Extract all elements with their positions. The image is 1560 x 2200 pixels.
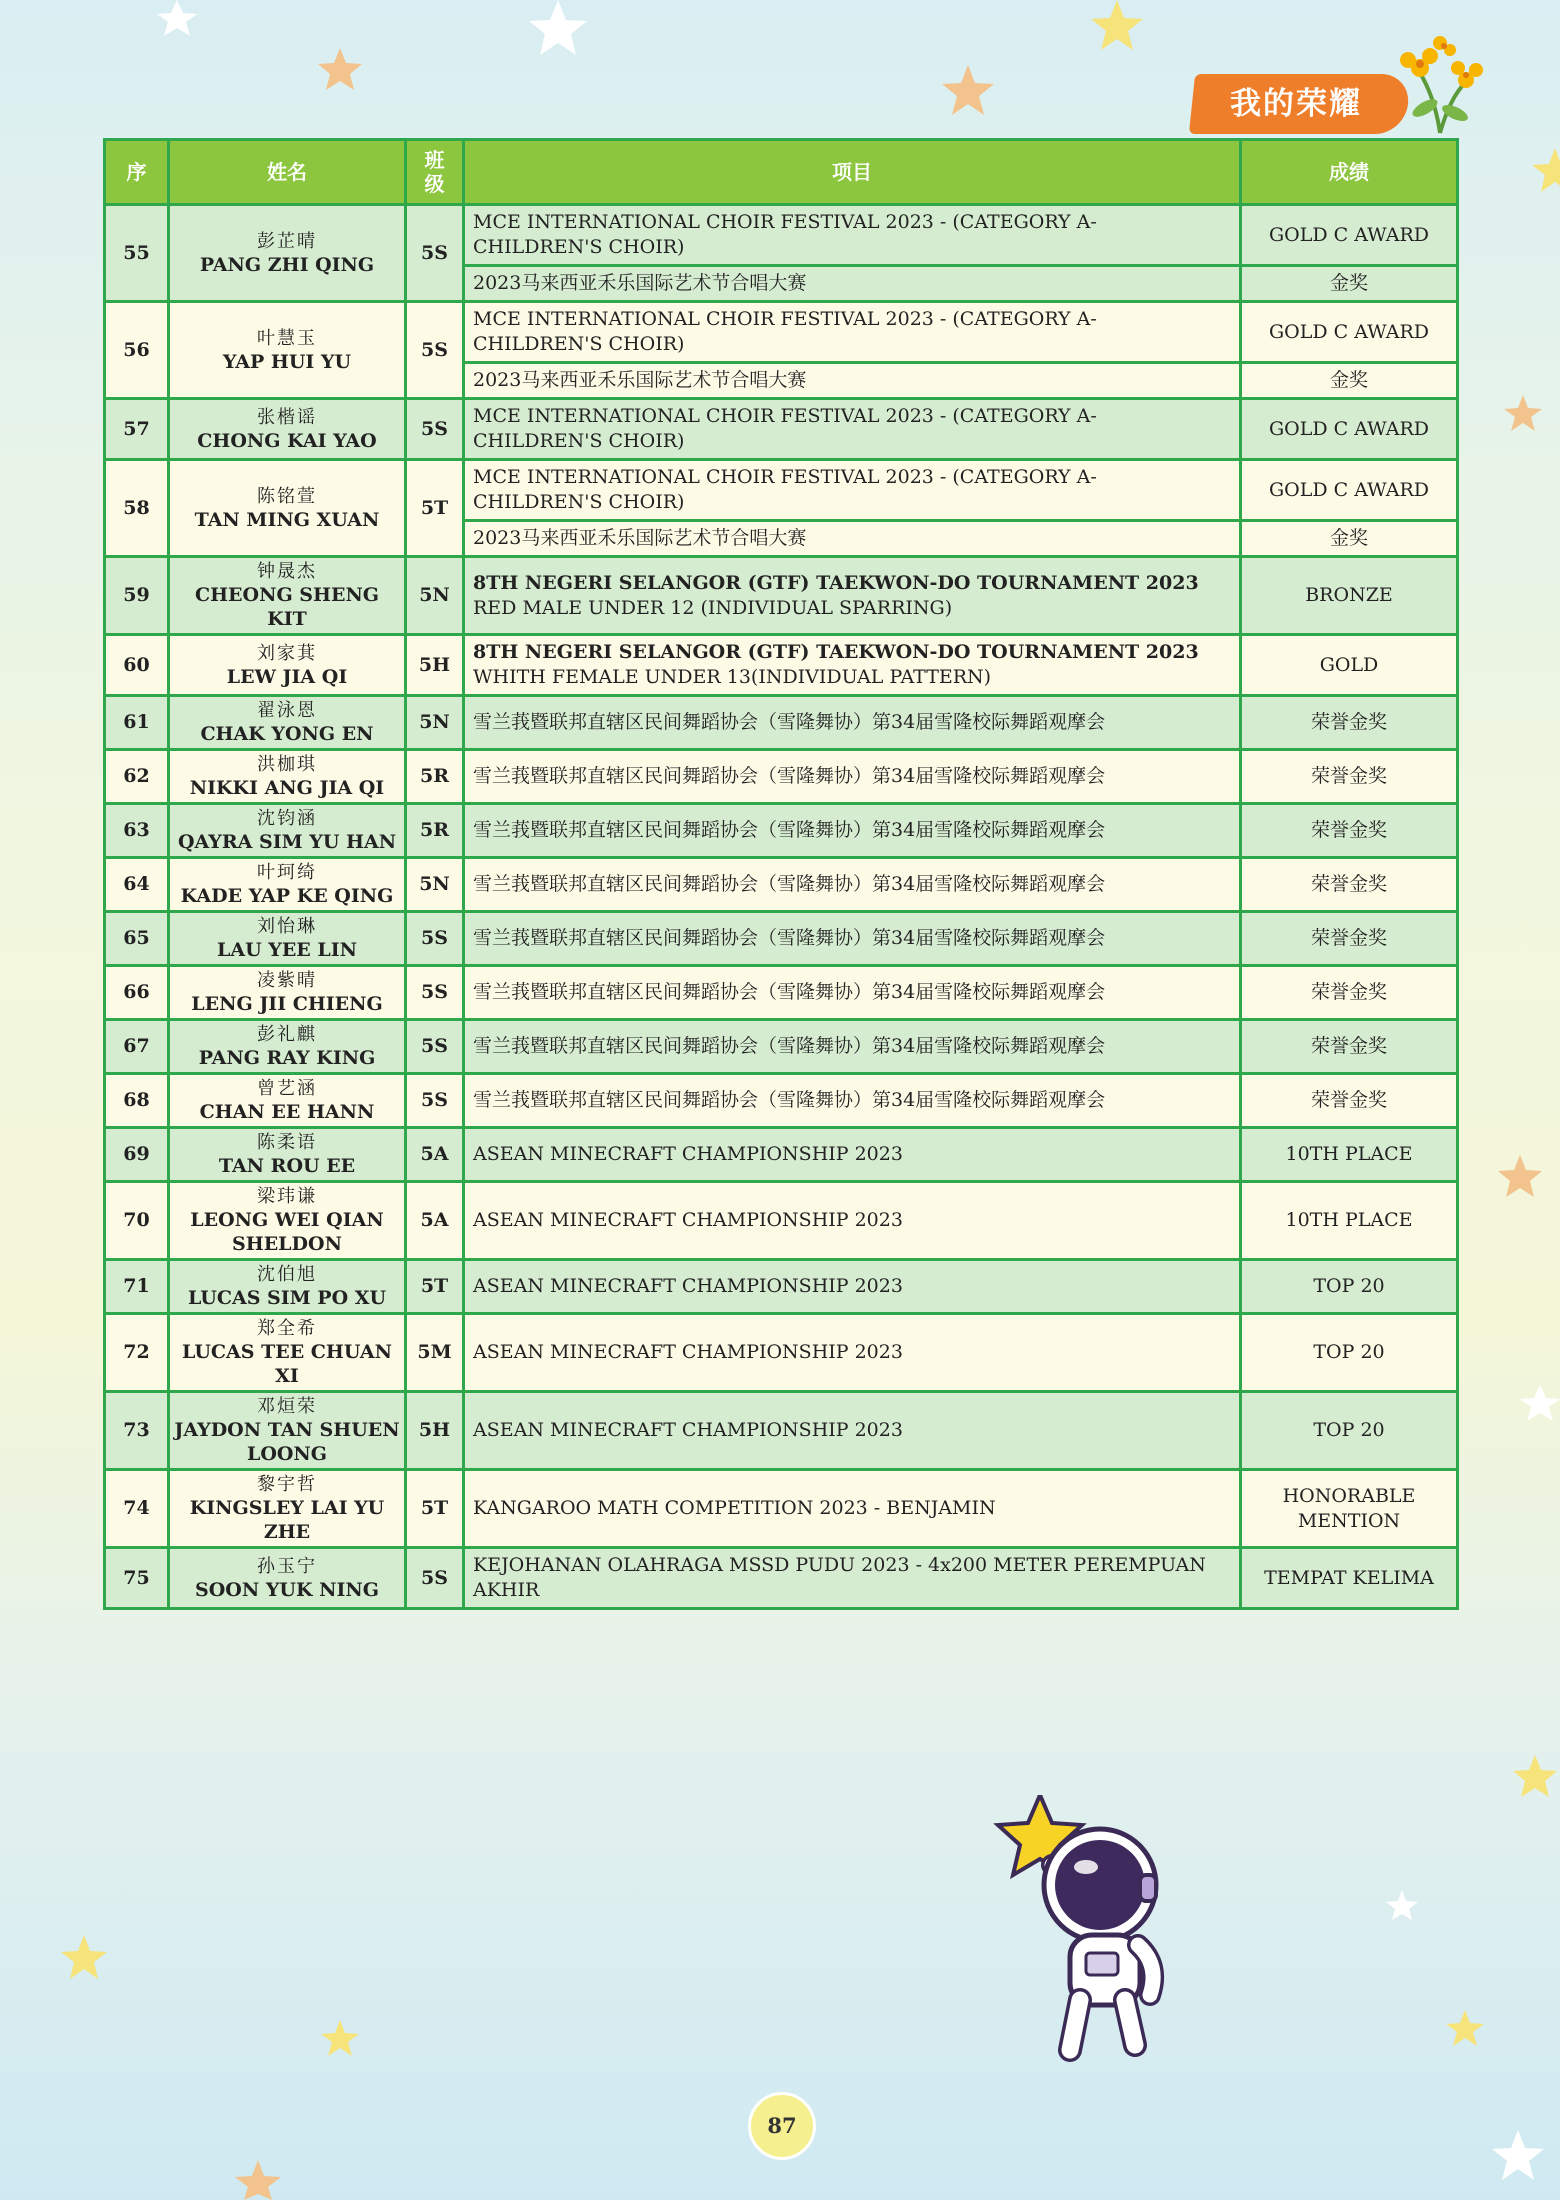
student-name-english: TAN ROU EE	[218, 1155, 356, 1177]
student-name-english: CHAN EE HANN	[199, 1101, 375, 1123]
project-text: 雪兰莪暨联邦直辖区民间舞蹈协会（雪隆舞协）第34届雪隆校际舞蹈观摩会	[473, 927, 1106, 949]
star-icon	[157, 0, 197, 36]
row-number: 55	[105, 205, 169, 302]
star-icon	[1446, 2010, 1484, 2046]
project-cell	[464, 750, 1241, 804]
table-row	[105, 557, 1458, 635]
project-text: 2023马来西亚禾乐国际艺术节合唱大赛	[473, 369, 807, 391]
project-cell	[464, 1470, 1241, 1548]
class-cell: 5N	[406, 696, 464, 750]
result-cell: 荣誉金奖	[1241, 912, 1458, 966]
student-name-cell	[169, 205, 406, 302]
result-cell: 荣誉金奖	[1241, 750, 1458, 804]
project-cell	[464, 804, 1241, 858]
section-badge	[1189, 74, 1411, 134]
header-no: 序	[105, 140, 169, 205]
table-row	[105, 966, 1458, 1020]
result-cell: 荣誉金奖	[1241, 696, 1458, 750]
star-icon	[318, 48, 362, 90]
project-text: 雪兰莪暨联邦直辖区民间舞蹈协会（雪隆舞协）第34届雪隆校际舞蹈观摩会	[473, 819, 1106, 841]
project-text: KEJOHANAN OLAHRAGA MSSD PUDU 2023 - 4x200 METER PEREMPUAN AKHIR	[473, 1554, 1206, 1601]
result-cell: 10TH PLACE	[1241, 1182, 1458, 1260]
star-icon	[1091, 0, 1143, 50]
student-name-english: NIKKI ANG JIA QI	[189, 777, 385, 799]
student-name-cell	[169, 1260, 406, 1314]
student-name-cell	[169, 1392, 406, 1470]
star-icon	[529, 0, 587, 55]
table-body	[105, 205, 1458, 1609]
student-name-english: TAN MING XUAN	[194, 508, 380, 531]
student-name-english: PANG RAY KING	[198, 1047, 376, 1069]
class-cell: 5S	[406, 205, 464, 302]
result-cell: 荣誉金奖	[1241, 1020, 1458, 1074]
student-name-english: JAYDON TAN SHUEN LOONG	[174, 1419, 400, 1465]
student-name-cell	[169, 912, 406, 966]
student-name-chinese: 叶珂绮	[257, 862, 317, 883]
table-row	[105, 205, 1458, 266]
student-name-chinese: 彭礼麒	[257, 1024, 317, 1045]
student-name-cell	[169, 302, 406, 399]
result-cell: 金奖	[1241, 363, 1458, 399]
star-icon	[1498, 1155, 1542, 1197]
project-cell	[464, 1182, 1241, 1260]
class-cell: 5N	[406, 557, 464, 635]
star-icon	[1504, 395, 1542, 431]
student-name-cell	[169, 1548, 406, 1609]
table-row	[105, 1470, 1458, 1548]
row-number: 64	[105, 858, 169, 912]
class-cell: 5T	[406, 460, 464, 557]
result-cell: GOLD C AWARD	[1241, 399, 1458, 460]
class-cell: 5S	[406, 302, 464, 399]
project-cell	[464, 521, 1241, 557]
project-cell	[464, 302, 1241, 363]
project-cell	[464, 912, 1241, 966]
student-name-cell	[169, 557, 406, 635]
student-name-chinese: 凌紫晴	[257, 970, 317, 991]
student-name-chinese: 郑全希	[257, 1318, 317, 1339]
student-name-english: YAP HUI YU	[222, 350, 352, 373]
student-name-english: SOON YUK NING	[195, 1578, 379, 1601]
student-name-english: LEW JIA QI	[226, 665, 348, 688]
project-text: 2023马来西亚禾乐国际艺术节合唱大赛	[473, 527, 807, 549]
table-row	[105, 1182, 1458, 1260]
student-name-chinese: 邓烜荣	[257, 1396, 317, 1417]
flower-icon	[1380, 28, 1490, 138]
row-number: 67	[105, 1020, 169, 1074]
student-name-chinese: 叶慧玉	[257, 327, 317, 349]
row-number: 65	[105, 912, 169, 966]
star-icon	[235, 2160, 281, 2200]
row-number: 59	[105, 557, 169, 635]
row-number: 73	[105, 1392, 169, 1470]
student-name-chinese: 曾艺涵	[257, 1078, 317, 1099]
row-number: 74	[105, 1470, 169, 1548]
table-row	[105, 635, 1458, 696]
class-cell: 5S	[406, 1020, 464, 1074]
row-number: 66	[105, 966, 169, 1020]
project-cell	[464, 696, 1241, 750]
project-title: 8TH NEGERI SELANGOR (GTF) TAEKWON-DO TOURNAMENT 2023	[473, 641, 1199, 663]
result-cell: 荣誉金奖	[1241, 1074, 1458, 1128]
student-name-english: KADE YAP KE QING	[180, 885, 394, 907]
table-row	[105, 750, 1458, 804]
student-name-chinese: 钟晟杰	[257, 561, 317, 582]
star-icon	[942, 65, 994, 115]
result-cell: GOLD C AWARD	[1241, 460, 1458, 521]
student-name-chinese: 沈钧涵	[257, 808, 317, 829]
student-name-chinese: 梁玮谦	[257, 1186, 317, 1207]
project-cell	[464, 1128, 1241, 1182]
class-cell: 5A	[406, 1128, 464, 1182]
table-row	[105, 1020, 1458, 1074]
student-name-english: CHEONG SHENG KIT	[194, 584, 380, 630]
student-name-chinese: 翟泳恩	[257, 700, 317, 721]
project-cell	[464, 1260, 1241, 1314]
project-cell	[464, 1314, 1241, 1392]
project-text: MCE INTERNATIONAL CHOIR FESTIVAL 2023 - (CATEGORY A- CHILDREN'S CHOIR)	[473, 308, 1097, 355]
student-name-english: LAU YEE LIN	[216, 939, 358, 961]
student-name-chinese: 陈柔语	[257, 1132, 317, 1153]
student-name-chinese: 彭芷晴	[257, 230, 317, 252]
class-cell: 5N	[406, 858, 464, 912]
result-cell: GOLD C AWARD	[1241, 205, 1458, 266]
result-cell: GOLD	[1241, 635, 1458, 696]
table-row	[105, 399, 1458, 460]
row-number: 58	[105, 460, 169, 557]
result-cell: TOP 20	[1241, 1314, 1458, 1392]
student-name-chinese: 张楷谣	[257, 406, 317, 428]
project-text: MCE INTERNATIONAL CHOIR FESTIVAL 2023 - (CATEGORY A- CHILDREN'S CHOIR)	[473, 405, 1097, 452]
result-cell: BRONZE	[1241, 557, 1458, 635]
student-name-english: QAYRA SIM YU HAN	[177, 831, 397, 853]
project-text: 雪兰莪暨联邦直辖区民间舞蹈协会（雪隆舞协）第34届雪隆校际舞蹈观摩会	[473, 765, 1106, 787]
project-text: ASEAN MINECRAFT CHAMPIONSHIP 2023	[473, 1143, 903, 1165]
project-text: 雪兰莪暨联邦直辖区民间舞蹈协会（雪隆舞协）第34届雪隆校际舞蹈观摩会	[473, 981, 1106, 1003]
student-name-cell	[169, 1074, 406, 1128]
astronaut-illustration	[990, 1795, 1180, 2075]
student-name-cell	[169, 966, 406, 1020]
student-name-cell	[169, 1470, 406, 1548]
student-name-chinese: 洪枷琪	[257, 754, 317, 775]
project-cell	[464, 266, 1241, 302]
header-class-label: 班级	[424, 148, 445, 196]
student-name-chinese: 孙玉宁	[257, 1555, 317, 1577]
project-cell	[464, 966, 1241, 1020]
class-cell: 5T	[406, 1470, 464, 1548]
class-cell: 5S	[406, 399, 464, 460]
project-cell	[464, 635, 1241, 696]
project-cell	[464, 858, 1241, 912]
awards-table	[103, 138, 1459, 1610]
student-name-chinese: 刘家萁	[257, 642, 317, 664]
row-number: 56	[105, 302, 169, 399]
student-name-chinese: 刘怡琳	[257, 916, 317, 937]
row-number: 71	[105, 1260, 169, 1314]
student-name-english: LUCAS TEE CHUAN XI	[182, 1341, 392, 1387]
student-name-chinese: 陈铭萱	[257, 485, 317, 507]
star-icon	[1532, 148, 1560, 192]
row-number: 70	[105, 1182, 169, 1260]
row-number: 72	[105, 1314, 169, 1392]
section-badge-label: 我的荣耀	[1230, 86, 1362, 122]
project-text: ASEAN MINECRAFT CHAMPIONSHIP 2023	[473, 1209, 903, 1231]
row-number: 69	[105, 1128, 169, 1182]
project-cell	[464, 460, 1241, 521]
result-cell: HONORABLE MENTION	[1241, 1470, 1458, 1548]
student-name-english: PANG ZHI QING	[199, 253, 375, 276]
class-cell: 5R	[406, 804, 464, 858]
project-text: KANGAROO MATH COMPETITION 2023 - BENJAMIN	[473, 1497, 996, 1519]
table-row	[105, 1392, 1458, 1470]
class-cell: 5S	[406, 912, 464, 966]
table-row	[105, 302, 1458, 363]
header-project: 项目	[464, 140, 1241, 205]
class-cell: 5S	[406, 1074, 464, 1128]
result-cell: GOLD C AWARD	[1241, 302, 1458, 363]
student-name-english: KINGSLEY LAI YU ZHE	[189, 1497, 385, 1543]
project-text: MCE INTERNATIONAL CHOIR FESTIVAL 2023 - (CATEGORY A- CHILDREN'S CHOIR)	[473, 211, 1097, 258]
class-cell: 5S	[406, 966, 464, 1020]
class-cell: 5S	[406, 1548, 464, 1609]
star-icon	[1492, 2130, 1544, 2180]
student-name-english: CHAK YONG EN	[200, 723, 374, 745]
result-cell: 荣誉金奖	[1241, 966, 1458, 1020]
table-row	[105, 1260, 1458, 1314]
student-name-cell	[169, 399, 406, 460]
project-text: 雪兰莪暨联邦直辖区民间舞蹈协会（雪隆舞协）第34届雪隆校际舞蹈观摩会	[473, 1035, 1106, 1057]
student-name-cell	[169, 1128, 406, 1182]
table-row	[105, 804, 1458, 858]
table-row	[105, 460, 1458, 521]
table-row	[105, 1074, 1458, 1128]
student-name-cell	[169, 858, 406, 912]
result-cell: 金奖	[1241, 266, 1458, 302]
class-cell: 5H	[406, 635, 464, 696]
project-text: 2023马来西亚禾乐国际艺术节合唱大赛	[473, 272, 807, 294]
student-name-english: CHONG KAI YAO	[197, 429, 377, 452]
project-cell	[464, 1392, 1241, 1470]
star-icon	[1513, 1755, 1557, 1797]
project-text: RED MALE UNDER 12 (INDIVIDUAL SPARRING)	[473, 596, 953, 619]
student-name-cell	[169, 460, 406, 557]
result-cell: TEMPAT KELIMA	[1241, 1548, 1458, 1609]
project-text: 雪兰莪暨联邦直辖区民间舞蹈协会（雪隆舞协）第34届雪隆校际舞蹈观摩会	[473, 1089, 1106, 1111]
row-number: 61	[105, 696, 169, 750]
student-name-cell	[169, 750, 406, 804]
student-name-cell	[169, 1314, 406, 1392]
project-text: 雪兰莪暨联邦直辖区民间舞蹈协会（雪隆舞协）第34届雪隆校际舞蹈观摩会	[473, 711, 1106, 733]
student-name-english: LENG JII CHIENG	[191, 993, 383, 1015]
project-text: ASEAN MINECRAFT CHAMPIONSHIP 2023	[473, 1419, 903, 1441]
table-row	[105, 1548, 1458, 1609]
row-number: 57	[105, 399, 169, 460]
project-cell	[464, 1548, 1241, 1609]
row-number: 68	[105, 1074, 169, 1128]
student-name-english: LEONG WEI QIAN SHELDON	[190, 1209, 384, 1255]
student-name-english: LUCAS SIM PO XU	[187, 1287, 387, 1309]
project-cell	[464, 1020, 1241, 1074]
header-name: 姓名	[169, 140, 406, 205]
class-cell: 5H	[406, 1392, 464, 1470]
project-cell	[464, 363, 1241, 399]
star-icon	[1386, 1890, 1418, 1920]
result-cell: TOP 20	[1241, 1260, 1458, 1314]
project-cell	[464, 205, 1241, 266]
table-row	[105, 1314, 1458, 1392]
project-text: WHITH FEMALE UNDER 13(INDIVIDUAL PATTERN)	[473, 666, 992, 688]
student-name-cell	[169, 696, 406, 750]
project-text: ASEAN MINECRAFT CHAMPIONSHIP 2023	[473, 1275, 903, 1297]
row-number: 60	[105, 635, 169, 696]
student-name-cell	[169, 1182, 406, 1260]
class-cell: 5A	[406, 1182, 464, 1260]
project-cell	[464, 1074, 1241, 1128]
result-cell: 10TH PLACE	[1241, 1128, 1458, 1182]
result-cell: 荣誉金奖	[1241, 858, 1458, 912]
star-icon	[321, 2020, 359, 2056]
result-cell: TOP 20	[1241, 1392, 1458, 1470]
class-cell: 5M	[406, 1314, 464, 1392]
student-name-chinese: 沈伯旭	[257, 1264, 317, 1285]
project-text: ASEAN MINECRAFT CHAMPIONSHIP 2023	[473, 1341, 903, 1363]
star-icon	[61, 1935, 107, 1979]
row-number: 62	[105, 750, 169, 804]
project-cell	[464, 557, 1241, 635]
project-text: 雪兰莪暨联邦直辖区民间舞蹈协会（雪隆舞协）第34届雪隆校际舞蹈观摩会	[473, 873, 1106, 895]
project-title: 8TH NEGERI SELANGOR (GTF) TAEKWON-DO TOURNAMENT 2023	[473, 571, 1199, 594]
project-cell	[464, 399, 1241, 460]
row-number: 75	[105, 1548, 169, 1609]
student-name-cell	[169, 1020, 406, 1074]
header-result: 成绩	[1241, 140, 1458, 205]
student-name-chinese: 黎宇哲	[257, 1474, 317, 1495]
student-name-cell	[169, 635, 406, 696]
result-cell: 金奖	[1241, 521, 1458, 557]
table-row	[105, 912, 1458, 966]
star-icon	[1520, 1385, 1560, 1421]
table-header-row	[105, 140, 1458, 205]
class-cell: 5R	[406, 750, 464, 804]
class-cell: 5T	[406, 1260, 464, 1314]
table-row	[105, 1128, 1458, 1182]
student-name-cell	[169, 804, 406, 858]
result-cell: 荣誉金奖	[1241, 804, 1458, 858]
table-row	[105, 696, 1458, 750]
row-number: 63	[105, 804, 169, 858]
header-class	[406, 140, 464, 205]
table-row	[105, 858, 1458, 912]
project-text: MCE INTERNATIONAL CHOIR FESTIVAL 2023 - (CATEGORY A- CHILDREN'S CHOIR)	[473, 466, 1097, 513]
page-number: 87	[748, 2092, 816, 2160]
